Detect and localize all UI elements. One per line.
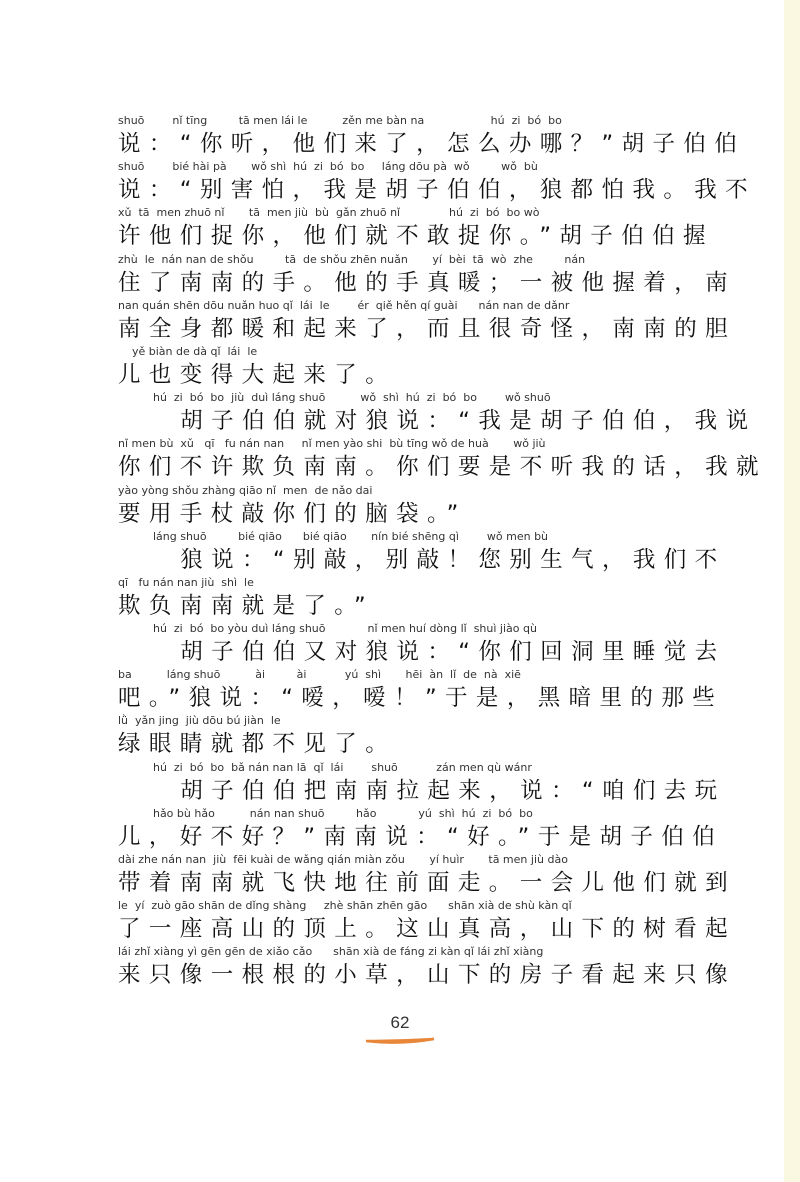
chinese-text: 儿也变得大起来了。 (118, 361, 397, 388)
text-line (118, 574, 688, 620)
chinese-text: 说：“别害怕，我是胡子伯伯，狼都怕我。我不 (118, 177, 757, 204)
chinese-text: 带着南南就飞快地往前面走。一会儿他们就到 (118, 870, 737, 896)
chinese-text: 胡子伯伯就对狼说：“我是胡子伯伯，我说 (118, 408, 757, 435)
text-line (118, 435, 767, 481)
pinyin-annotation: hǎo bù hǎo nán nan shuō hǎo yú shì hú zi bó bo (118, 806, 533, 820)
pinyin-annotation: dài zhe nán nan jiù fēi kuài de wǎng qián miàn zǒu yí huìr tā men jiù dào (118, 853, 568, 866)
pinyin-annotation: shuō bié hài pà wǒ shì hú zi bó bo láng dōu pà wǒ wǒ bù (118, 160, 538, 174)
text-line (118, 297, 737, 343)
pinyin-annotation: lǜ yǎn jing jiù dōu bú jiàn le (118, 714, 281, 728)
chinese-text: 胡子伯伯又对狼说：“你们回洞里睡觉去 (118, 639, 726, 666)
pinyin-annotation: yào yòng shǒu zhàng qiāo nǐ men de nǎo dai (118, 483, 373, 497)
chinese-text: 来只像一根根的小草，山下的房子看起来只像 (118, 962, 737, 989)
pinyin-annotation: hú zi bó bo bǎ nán nan lā qǐ lái shuō zán men qù wánr (118, 760, 532, 774)
pinyin-annotation: xǔ tā men zhuō nǐ tā men jiù bù gǎn zhuō nǐ hú zi bó bo wò (118, 206, 540, 220)
text-line (118, 851, 737, 897)
chinese-text: 住了南南的手。他的手真暖；一被他握着，南 (118, 269, 737, 296)
pinyin-annotation: nan quán shēn dōu nuǎn huo qǐ lái le ér qiě hěn qí guài nán nan de dǎnr (118, 298, 570, 312)
text-line (118, 389, 757, 435)
chinese-text: 南全身都暖和起来了，而且很奇怪，南南的胆 (118, 315, 737, 342)
chinese-text: 吧。”狼说：“嗳，嗳！”于是，黑暗里的那些 (118, 685, 724, 712)
chinese-text: 要用手杖敲你们的脑袋。” (118, 500, 467, 527)
chinese-text: 说：“你听，他们来了，怎么办哪？”胡子伯伯 (118, 131, 746, 157)
text-line (118, 343, 688, 389)
chinese-text: 狼说：“别敲，别敲！您别生气，我们不 (118, 546, 726, 573)
text-line (118, 112, 746, 158)
chinese-text: 胡子伯伯把南南拉起来，说：“咱们去玩 (118, 777, 726, 804)
text-line (118, 620, 726, 666)
text-line (118, 251, 737, 297)
text-line (118, 158, 757, 204)
text-line (118, 528, 726, 574)
pinyin-annotation: hú zi bó bo yòu duì láng shuō nǐ men huí dòng lǐ shuì jiào qù (118, 622, 537, 636)
pinyin-annotation: hú zi bó bo jiù duì láng shuō wǒ shì hú zi bó bo wǒ shuō (118, 391, 551, 405)
text-line (118, 805, 724, 851)
chinese-text: 许他们捉你，他们就不敢捉你。”胡子伯伯握 (118, 223, 714, 250)
text-line (118, 482, 688, 528)
pinyin-annotation: zhù le nán nan de shǒu tā de shǒu zhēn nuǎn yí bèi tā wò zhe nán (118, 252, 586, 266)
pinyin-annotation: le yí zuò gāo shān de dǐng shàng zhè shān zhēn gāo shān xià de shù kàn qǐ (118, 899, 572, 913)
pinyin-annotation: nǐ men bù xǔ qī fu nán nan nǐ men yào shi bù tīng wǒ de huà wǒ jiù (118, 437, 546, 451)
text-line (118, 897, 737, 943)
chinese-text: 儿，好不好？”南南说：“好。”于是胡子伯伯 (118, 823, 724, 850)
pinyin-annotation: láng shuō bié qiāo bié qiāo nín bié shēng qì wǒ men bù (118, 529, 549, 543)
page-number: 62 (390, 1013, 410, 1032)
pinyin-annotation: ba láng shuō ài ài yú shì hēi àn lǐ de nà xiē (118, 668, 521, 682)
chinese-text: 了一座高山的顶上。这山真高，山下的树看起 (118, 916, 737, 943)
pinyin-annotation: yě biàn de dà qǐ lái le (118, 344, 258, 358)
story-text (118, 112, 767, 990)
pinyin-annotation: shuō nǐ tīng tā men lái le zěn me bàn na hú zi bó bo (118, 114, 562, 127)
chinese-text: 绿眼睛就都不见了。 (118, 731, 397, 758)
text-line (118, 759, 726, 805)
text-line (118, 204, 714, 250)
text-line (118, 712, 688, 758)
chinese-text: 欺负南南就是了。” (118, 592, 375, 619)
pinyin-annotation: qī fu nán nan jiù shì le (118, 575, 254, 589)
page-number-swoosh (364, 1036, 436, 1046)
text-line (118, 666, 724, 712)
text-line (118, 943, 737, 989)
chinese-text: 你们不许欺负南南。你们要是不听我的话，我就 (118, 454, 767, 481)
page-margin-strip (784, 0, 800, 1182)
pinyin-annotation: lái zhǐ xiàng yì gēn gēn de xiǎo cǎo shān xià de fáng zi kàn qǐ lái zhǐ xiàng (118, 945, 544, 959)
